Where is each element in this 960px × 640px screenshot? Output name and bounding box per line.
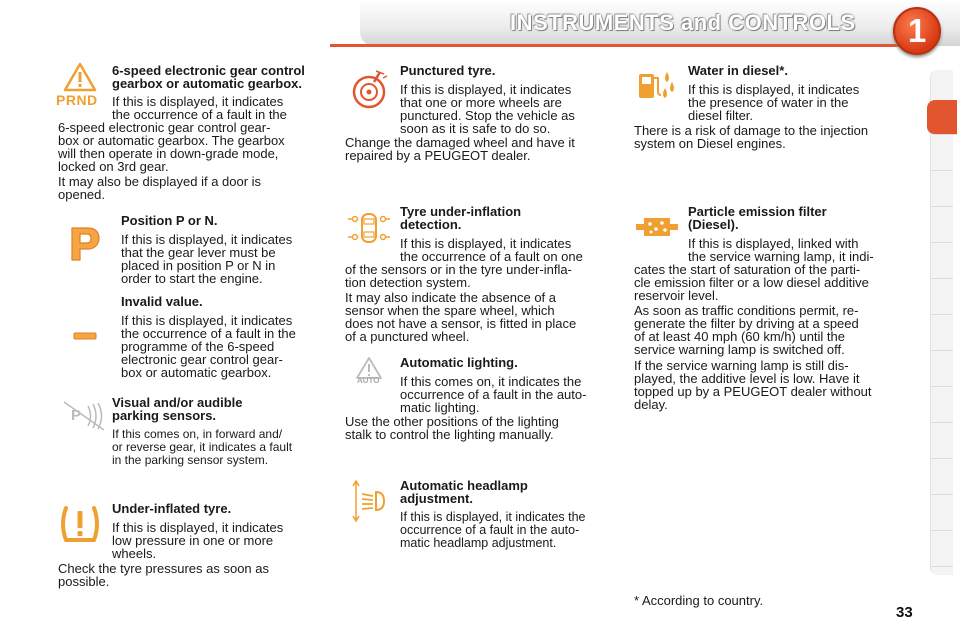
- text-line: programme of the 6-speed: [121, 339, 275, 354]
- headlamp-title-line: adjustment.: [400, 491, 473, 506]
- gearbox-title-line: gearbox or automatic gearbox.: [112, 76, 302, 91]
- text-line: of the sensors or in the tyre under-infla-: [345, 262, 572, 277]
- text-line: that the gear lever must be: [121, 245, 276, 260]
- text-line: If this comes on, in forward and/: [112, 427, 283, 441]
- sidebar-tab[interactable]: [931, 244, 953, 279]
- parking-sensors-entry: [112, 396, 326, 467]
- sidebar-tab[interactable]: [931, 172, 953, 207]
- text-line: the presence of water in the: [688, 95, 849, 110]
- page-title: INSTRUMENTS and CONTROLS: [510, 10, 856, 35]
- invalid-value-text: [121, 314, 326, 379]
- position-p-entry: [121, 214, 326, 285]
- position-p-title: Position P or N.: [121, 213, 218, 228]
- auto-lighting-warning-icon: [354, 356, 384, 386]
- gearbox-icon-label: PRND: [56, 92, 98, 108]
- text-line: Change the damaged wheel and have it: [345, 135, 575, 150]
- headlamp-title-line: Automatic headlamp: [400, 478, 528, 493]
- gearbox-text-full: [58, 121, 326, 173]
- text-line: If this is displayed, it indicates: [112, 520, 284, 535]
- punctured-tyre-icon: [347, 68, 391, 110]
- footnote: * According to country.: [634, 593, 764, 608]
- water-in-diesel-icon: [636, 64, 678, 104]
- chapter-sidebar: [930, 70, 953, 575]
- text-line: If this is displayed, it indicates: [121, 313, 293, 328]
- text-line: box or automatic gearbox. The gearbox: [58, 133, 285, 148]
- text-line: locked on 3rd gear.: [58, 159, 169, 174]
- text-line: matic lighting.: [400, 400, 480, 415]
- particle-filter-icon: [634, 212, 680, 242]
- text-line: sensor when the spare wheel, which: [345, 303, 555, 318]
- sidebar-tab-active[interactable]: [927, 100, 957, 135]
- particle-text-full: [634, 263, 904, 302]
- text-line: of a punctured wheel.: [345, 329, 470, 344]
- text-line: If this is displayed, it indicates: [112, 94, 284, 109]
- text-line: does not have a sensor, is fitted in place: [345, 316, 577, 331]
- text-line: punctured. Stop the vehicle as: [400, 108, 575, 123]
- auto-lighting-extra: [345, 415, 615, 441]
- text-line: topped up by a PEUGEOT dealer without: [634, 384, 872, 399]
- text-line: As soon as traffic conditions permit, re-: [634, 303, 859, 318]
- water-in-diesel-text: [688, 83, 903, 122]
- invalid-value-title: Invalid value.: [121, 294, 203, 309]
- text-line: tion detection system.: [345, 275, 471, 290]
- auto-lighting-entry: [400, 356, 615, 414]
- text-line: of at least 40 mph (60 km/h) until the: [634, 329, 845, 344]
- text-line: If this is displayed, linked with: [688, 236, 859, 251]
- text-line: If this is displayed, it indicates the: [400, 510, 586, 524]
- under-inflated-entry: [112, 502, 326, 560]
- particle-title-line: Particle emission filter: [688, 204, 827, 219]
- headlamp-entry: [400, 479, 615, 550]
- particle-para3: [634, 359, 904, 411]
- text-line: system on Diesel engines.: [634, 136, 786, 151]
- text-line: repaired by a PEUGEOT dealer.: [345, 148, 531, 163]
- text-line: delay.: [634, 397, 668, 412]
- tyre-detection-extra: [345, 291, 615, 343]
- text-line: box or automatic gearbox.: [121, 365, 272, 380]
- gearbox-text-indented: [112, 95, 326, 121]
- sidebar-tab[interactable]: [931, 208, 953, 243]
- auto-lighting-text: [400, 375, 615, 414]
- parking-icon-label: P: [71, 407, 82, 424]
- water-in-diesel-title: Water in diesel*.: [688, 63, 788, 78]
- punctured-title: Punctured tyre.: [400, 63, 496, 78]
- text-line: the occurrence of a fault in the: [112, 107, 287, 122]
- headlamp-text: [400, 511, 615, 550]
- text-line: cates the start of saturation of the parti-: [634, 262, 861, 277]
- sidebar-tab[interactable]: [931, 316, 953, 351]
- sidebar-tab[interactable]: [931, 136, 953, 171]
- text-line: reservoir level.: [634, 288, 719, 303]
- gearbox-extra-text: [58, 175, 326, 201]
- text-line: If this is displayed, it indicates: [121, 232, 293, 247]
- punctured-extra: [345, 136, 615, 162]
- tyre-detection-text-full: [345, 263, 615, 289]
- sidebar-tab[interactable]: [931, 280, 953, 315]
- page-header: [0, 0, 960, 52]
- text-line: If this is displayed, it indicates: [400, 82, 572, 97]
- parking-title-line: Visual and/or audible: [112, 395, 243, 410]
- invalid-dash-icon: [72, 330, 98, 342]
- text-line: Check the tyre pressures as soon as: [58, 561, 269, 576]
- text-line: If the service warning lamp is still dis-: [634, 358, 849, 373]
- text-line: will then operate in down-grade mode,: [58, 146, 279, 161]
- tyre-detection-title-line: detection.: [400, 217, 462, 232]
- headlamp-adjustment-icon: [348, 478, 388, 524]
- text-line: 6-speed electronic gear control gear-: [58, 120, 271, 135]
- text-line: possible.: [58, 574, 110, 589]
- text-line: stalk to control the lighting manually.: [345, 427, 554, 442]
- text-line: It may also be displayed if a door is: [58, 174, 262, 189]
- gearbox-title: [112, 64, 326, 90]
- text-line: played, the additive level is low. Have it: [634, 371, 860, 386]
- text-line: low pressure in one or more: [112, 533, 274, 548]
- punctured-text: [400, 83, 615, 135]
- text-line: the occurrence of a fault on one: [400, 249, 583, 264]
- text-line: cle emission filter or a low diesel additive: [634, 275, 869, 290]
- sidebar-tab[interactable]: [931, 424, 953, 459]
- text-line: soon as it is safe to do so.: [400, 121, 551, 136]
- water-in-diesel-extra: [634, 124, 904, 150]
- text-line: Use the other positions of the lighting: [345, 414, 559, 429]
- parking-title-line: parking sensors.: [112, 408, 217, 423]
- particle-para2: [634, 304, 904, 356]
- tyre-detection-title: [400, 205, 615, 263]
- text-line: occurrence of a fault in the auto-: [400, 387, 587, 402]
- particle-filter-entry: [688, 205, 903, 263]
- parking-sensor-icon: [62, 400, 106, 432]
- sidebar-tab[interactable]: [931, 388, 953, 423]
- text-line: opened.: [58, 187, 105, 202]
- tyre-detection-text-indented: [400, 237, 615, 263]
- tyre-detection-icon: [346, 208, 392, 248]
- particle-text-indented: [688, 237, 903, 263]
- page-number: 33: [896, 604, 913, 621]
- text-line: There is a risk of damage to the injection: [634, 123, 869, 138]
- under-inflated-extra: [58, 562, 326, 588]
- invalid-value-entry: [121, 295, 326, 379]
- text-line: occurrence of a fault in the auto-: [400, 523, 580, 537]
- text-line: the service warning lamp, it indi-: [688, 249, 874, 264]
- text-line: or reverse gear, it indicates a fault: [112, 440, 293, 454]
- punctured-tyre-entry: [400, 64, 615, 135]
- chapter-badge: [893, 7, 941, 55]
- text-line: If this is displayed, it indicates: [400, 236, 572, 251]
- text-line: If this comes on, it indicates the: [400, 374, 582, 389]
- text-line: diesel filter.: [688, 108, 754, 123]
- tyre-detection-title-line: Tyre under-inflation: [400, 204, 522, 219]
- sidebar-tab[interactable]: [931, 352, 953, 387]
- sidebar-tab[interactable]: [931, 496, 953, 531]
- text-line: It may also indicate the absence of a: [345, 290, 557, 305]
- sidebar-tab[interactable]: [931, 532, 953, 567]
- auto-lighting-title: Automatic lighting.: [400, 355, 518, 370]
- text-line: matic headlamp adjustment.: [400, 536, 557, 550]
- text-line: order to start the engine.: [121, 271, 263, 286]
- text-line: electronic gear control gear-: [121, 352, 283, 367]
- header-accent-line: [330, 44, 900, 47]
- text-line: in the parking sensor system.: [112, 453, 269, 467]
- under-inflated-title: Under-inflated tyre.: [112, 501, 232, 516]
- text-line: service warning lamp is switched off.: [634, 342, 845, 357]
- position-p-text: [121, 233, 326, 285]
- parking-text: [112, 428, 326, 467]
- text-line: wheels.: [112, 546, 157, 561]
- gearbox-title-line: 6-speed electronic gear control: [112, 63, 305, 78]
- auto-lighting-icon-label: AUTO: [357, 376, 380, 385]
- sidebar-tab[interactable]: [931, 460, 953, 495]
- gearbox-warning-icon: [55, 62, 105, 110]
- under-inflated-text: [112, 521, 326, 560]
- text-line: placed in position P or N in: [121, 258, 276, 273]
- text-line: that one or more wheels are: [400, 95, 562, 110]
- chapter-number: 1: [907, 12, 927, 49]
- gear-p-icon: [66, 224, 102, 264]
- text-line: the occurrence of a fault in the: [121, 326, 296, 341]
- particle-title-line: (Diesel).: [688, 217, 739, 232]
- text-line: If this is displayed, it indicates: [688, 82, 860, 97]
- under-inflated-tyre-icon: [58, 502, 102, 546]
- text-line: generate the filter by driving at a speed: [634, 316, 859, 331]
- water-in-diesel-entry: [688, 64, 903, 122]
